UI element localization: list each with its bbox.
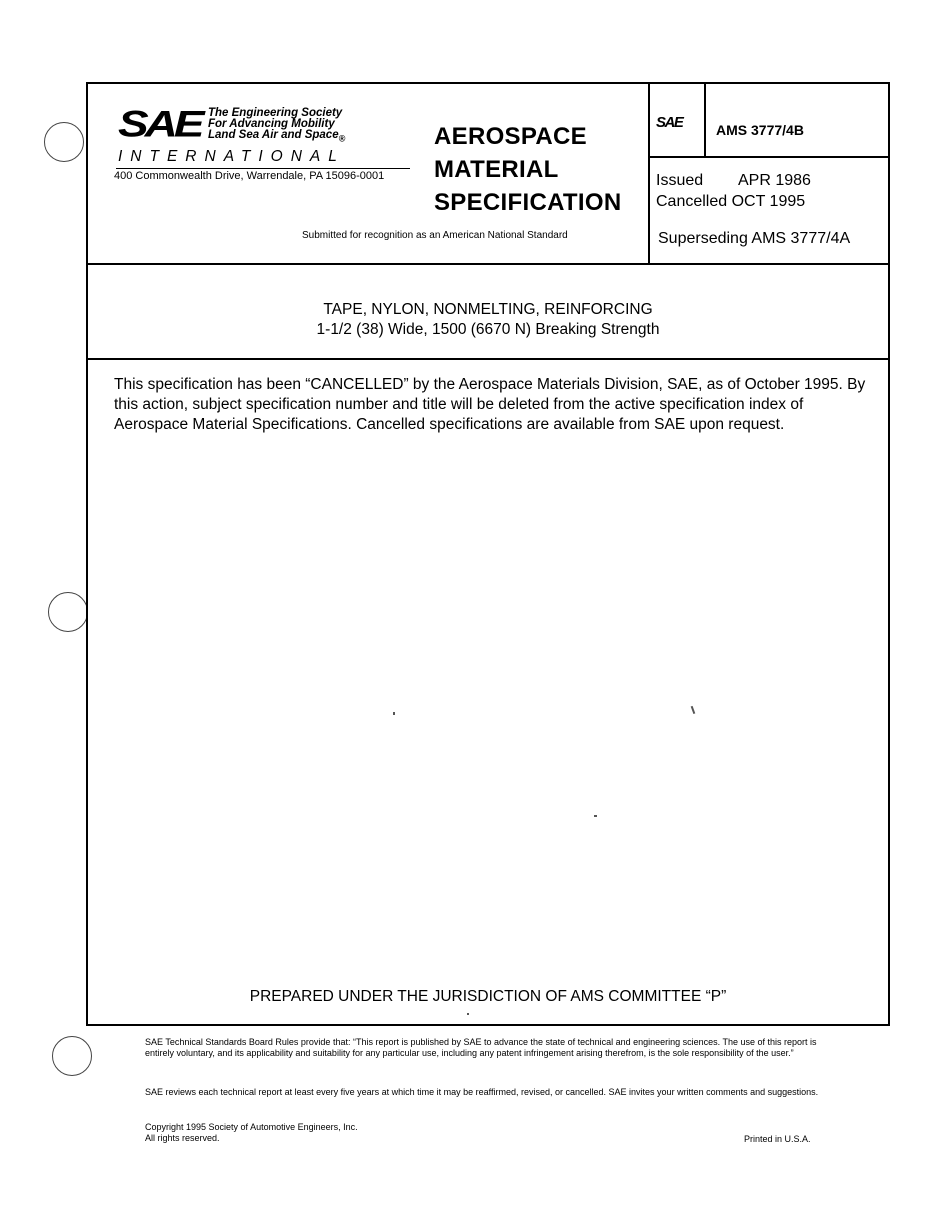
scan-speck [467, 1013, 469, 1015]
ansi-submission-note: Submitted for recognition as an American National Standard [302, 230, 568, 241]
footer-copyright: Copyright 1995 Society of Automotive Engineers, Inc. All rights reserved. [145, 1122, 358, 1143]
cancelled-value: OCT 1995 [731, 193, 806, 210]
scan-speck [393, 712, 395, 715]
header-left-panel [88, 84, 650, 263]
cancelled-label: Cancelled [656, 193, 728, 210]
sae-mini-logo: SAE [656, 114, 683, 131]
document-type-heading: AEROSPACE MATERIAL SPECIFICATION [434, 123, 622, 216]
committee-jurisdiction: PREPARED UNDER THE JURISDICTION OF AMS COMMITTEE “P” [249, 988, 727, 1005]
sae-logo-mark: SAE [118, 102, 201, 145]
spec-title [88, 300, 888, 340]
footer-rules: SAE Technical Standards Board Rules provide that: “This report is published by SAE to advance the state of technical and engineering sciences. The use of this report is entirely voluntary, and its applicability and suitability for any particular use, including any patent infringement arising therefrom, is the sole responsibility of the user.” [145, 1037, 817, 1058]
punch-hole-middle [48, 592, 88, 632]
sae-logo-international: INTERNATIONAL [118, 148, 345, 165]
footer-review: SAE reviews each technical report at least every five years at which time it may be reaffirmed, revised, or cancelled. SAE invites your written comments and suggestions. [145, 1087, 819, 1097]
punch-hole-bottom [52, 1036, 92, 1076]
spec-title-line-2: 1-1/2 (38) Wide, 1500 (6670 N) Breaking Strength [316, 321, 660, 338]
sae-address: 400 Commonwealth Drive, Warrendale, PA 15096-0001 [114, 170, 385, 182]
sae-international-logo [116, 102, 346, 196]
issued-value: APR 1986 [738, 172, 811, 189]
logo-underline [116, 168, 410, 169]
punch-hole-top [44, 122, 84, 162]
sae-logo-tagline: The Engineering Society For Advancing Mobility Land Sea Air and Space$_®$ [208, 107, 346, 144]
header-divider [88, 263, 888, 265]
scan-speck [594, 815, 597, 817]
superseding-note: Superseding AMS 3777/4A [658, 230, 851, 247]
cancelled-line [656, 191, 805, 212]
cancellation-notice: This specification has been “CANCELLED” by the Aerospace Materials Division, SAE, as of October 1995. By this action, subject specification number and title will be deleted from the active specification index of Aerospace Material Specifications. Cancelled specifications are available from SAE upon request. [114, 376, 866, 433]
spec-title-line-1: TAPE, NYLON, NONMELTING, REINFORCING [323, 301, 653, 318]
specification-frame [86, 82, 890, 1026]
title-divider [88, 358, 888, 360]
spec-id-row [650, 84, 888, 158]
printed-in-usa: Printed in U.S.A. [744, 1134, 811, 1144]
header-right-panel [650, 84, 888, 263]
issue-dates [656, 170, 811, 212]
sae-mini-logo-cell [650, 84, 706, 156]
issued-label: Issued [656, 172, 704, 189]
issued-line [656, 170, 811, 191]
spec-number: AMS 3777/4B [716, 122, 804, 138]
